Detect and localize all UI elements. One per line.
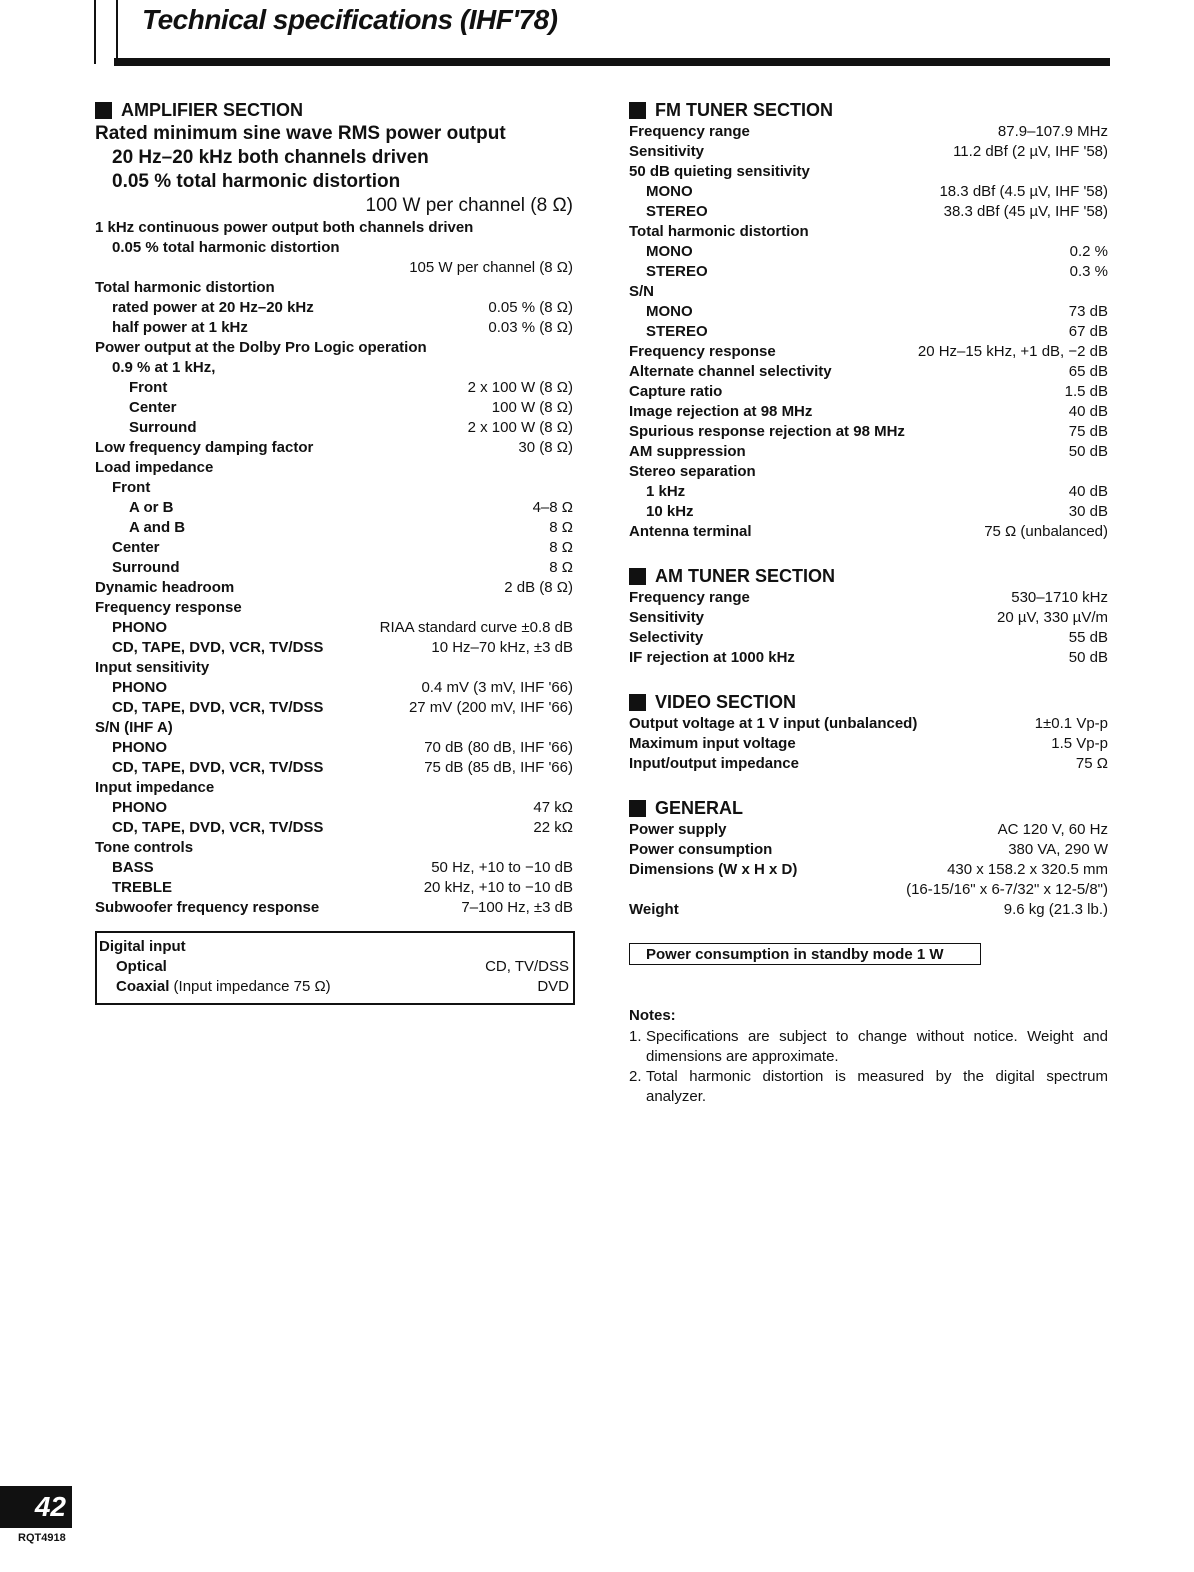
spec-value: 73 dB <box>1068 303 1108 320</box>
spec-row <box>95 438 573 458</box>
spec-value: 0.3 % <box>1069 263 1108 280</box>
spec-value: (16-15/16" x 6-7/32" x 12-5/8") <box>906 881 1108 898</box>
spec-label: AM suppression <box>629 443 746 460</box>
spec-row <box>629 522 1108 542</box>
spec-label: BASS <box>112 859 154 876</box>
spec-label: Power supply <box>629 821 727 838</box>
spec-value: 18.3 dBf (4.5 µV, IHF '58) <box>939 183 1108 200</box>
note-text: Specifications are subject to change without notice. Weight and dimensions are approximate. <box>646 1028 1108 1065</box>
spec-label: Maximum input voltage <box>629 735 796 752</box>
spec-label: S/N <box>629 283 655 300</box>
general-spec-list <box>629 820 1108 920</box>
spec-label: Stereo separation <box>629 463 756 480</box>
am-tuner-section-heading <box>629 564 1108 588</box>
spec-row <box>95 318 573 338</box>
spec-row <box>629 900 1108 920</box>
spec-row <box>629 162 1108 182</box>
notes-block <box>629 1006 1108 1107</box>
spec-row <box>629 608 1108 628</box>
amplifier-section-heading <box>95 98 573 122</box>
spec-label: Low frequency damping factor <box>95 439 314 456</box>
note-item <box>629 1027 1108 1067</box>
spec-value: 30 dB <box>1068 503 1108 520</box>
spec-row <box>95 238 573 258</box>
spec-row <box>95 378 573 398</box>
digital-coaxial-row <box>99 977 573 997</box>
spec-value: 22 kΩ <box>533 819 573 836</box>
spec-row <box>95 578 573 598</box>
spec-value: 0.03 % (8 Ω) <box>488 319 573 336</box>
spec-label: Surround <box>112 559 180 576</box>
spec-row <box>629 362 1108 382</box>
spec-value: 105 W per channel (8 Ω) <box>409 259 573 276</box>
spec-value: 50 Hz, +10 to −10 dB <box>431 859 573 876</box>
right-column <box>629 98 1108 920</box>
rated-output-sub2: 0.05 % total harmonic distortion <box>112 171 401 192</box>
video-section-heading <box>629 690 1108 714</box>
spec-value: 50 dB <box>1068 649 1108 666</box>
spec-row <box>629 502 1108 522</box>
spec-row <box>95 878 573 898</box>
coaxial-label-wrap <box>99 977 331 997</box>
spec-row <box>629 442 1108 462</box>
spec-row <box>629 714 1108 734</box>
spec-label: TREBLE <box>112 879 172 896</box>
spec-label: Surround <box>129 419 197 436</box>
spec-row <box>629 302 1108 322</box>
spec-row <box>95 338 573 358</box>
spec-row <box>95 778 573 798</box>
spec-value: 47 kΩ <box>533 799 573 816</box>
spec-value: 87.9–107.9 MHz <box>997 123 1108 140</box>
section-gap <box>629 774 1108 796</box>
spec-row <box>629 422 1108 442</box>
spec-row <box>629 754 1108 774</box>
spec-label: 10 kHz <box>646 503 694 520</box>
fm-spec-list <box>629 122 1108 542</box>
spec-value: AC 120 V, 60 Hz <box>997 821 1108 838</box>
coaxial-note: (Input impedance 75 Ω) <box>173 978 331 995</box>
left-column <box>95 98 573 918</box>
spec-value: 1±0.1 Vp-p <box>1034 715 1108 732</box>
spec-row <box>629 142 1108 162</box>
spec-row <box>95 278 573 298</box>
spec-value: 0.2 % <box>1069 243 1108 260</box>
spec-label: IF rejection at 1000 kHz <box>629 649 795 666</box>
spec-row <box>95 298 573 318</box>
coaxial-label: Coaxial <box>116 978 170 995</box>
spec-value: 9.6 kg (21.3 lb.) <box>1003 901 1108 918</box>
coaxial-value: DVD <box>537 978 569 995</box>
spec-row <box>95 798 573 818</box>
spec-label: Alternate channel selectivity <box>629 363 832 380</box>
spec-label: CD, TAPE, DVD, VCR, TV/DSS <box>112 699 324 716</box>
note-text: Total harmonic distortion is measured by the digital spectrum analyzer. <box>646 1068 1108 1105</box>
spec-row <box>629 182 1108 202</box>
spec-label: Input sensitivity <box>95 659 210 676</box>
section-bullet-icon <box>629 800 646 817</box>
section-bullet-icon <box>629 694 646 711</box>
spec-label: A and B <box>129 519 186 536</box>
spec-label: Output voltage at 1 V input (unbalanced) <box>629 715 918 732</box>
spec-label: MONO <box>646 183 693 200</box>
spec-row <box>629 342 1108 362</box>
note-item <box>629 1067 1108 1107</box>
spec-label: PHONO <box>112 799 168 816</box>
video-spec-list <box>629 714 1108 774</box>
fm-tuner-section-heading <box>629 98 1108 122</box>
spec-value: 75 Ω (unbalanced) <box>984 523 1108 540</box>
spec-row <box>95 738 573 758</box>
spec-label: Antenna terminal <box>629 523 752 540</box>
spec-label: Sensitivity <box>629 143 705 160</box>
spec-row <box>629 282 1108 302</box>
spec-row <box>95 818 573 838</box>
spec-label: Input/output impedance <box>629 755 799 772</box>
spec-value: 0.05 % (8 Ω) <box>488 299 573 316</box>
digital-input-title-row <box>99 937 573 957</box>
spec-row <box>629 402 1108 422</box>
spec-value: 2 x 100 W (8 Ω) <box>467 379 573 396</box>
rated-output-value: 100 W per channel (8 Ω) <box>365 195 573 216</box>
spec-row <box>629 880 1108 900</box>
spec-label: Frequency range <box>629 589 750 606</box>
spec-row <box>629 840 1108 860</box>
document-code: RQT4918 <box>18 1532 66 1544</box>
spec-label: CD, TAPE, DVD, VCR, TV/DSS <box>112 759 324 776</box>
spec-label: MONO <box>646 303 693 320</box>
spec-value: 1.5 dB <box>1064 383 1108 400</box>
spec-row <box>629 462 1108 482</box>
spec-value: 8 Ω <box>549 539 573 556</box>
spec-label: Center <box>112 539 160 556</box>
spec-label: PHONO <box>112 679 168 696</box>
spec-label: Front <box>129 379 168 396</box>
spec-value: 7–100 Hz, ±3 dB <box>461 899 573 916</box>
spec-label: Selectivity <box>629 629 704 646</box>
spec-row <box>95 678 573 698</box>
spec-label: Frequency response <box>629 343 776 360</box>
spec-row <box>95 398 573 418</box>
spec-row <box>95 418 573 438</box>
optical-value: CD, TV/DSS <box>485 958 569 975</box>
header-bracket <box>94 0 118 64</box>
general-section-heading <box>629 796 1108 820</box>
spec-label: CD, TAPE, DVD, VCR, TV/DSS <box>112 819 324 836</box>
spec-label: CD, TAPE, DVD, VCR, TV/DSS <box>112 639 324 656</box>
spec-label: Front <box>112 479 151 496</box>
section-gap <box>629 668 1108 690</box>
spec-row <box>629 588 1108 608</box>
spec-row <box>95 638 573 658</box>
spec-label: 1 kHz continuous power output both channels driven <box>95 219 474 236</box>
spec-label: Tone controls <box>95 839 194 856</box>
spec-value: 75 dB (85 dB, IHF '66) <box>424 759 573 776</box>
spec-row <box>629 262 1108 282</box>
spec-value: 20 Hz–15 kHz, +1 dB, −2 dB <box>917 343 1108 360</box>
notes-heading: Notes: <box>629 1007 676 1024</box>
spec-row <box>95 698 573 718</box>
spec-label: Power consumption <box>629 841 773 858</box>
section-bullet-icon <box>95 102 112 119</box>
spec-row <box>629 202 1108 222</box>
am-spec-list <box>629 588 1108 668</box>
spec-value: 20 kHz, +10 to −10 dB <box>423 879 573 896</box>
spec-value: 40 dB <box>1068 403 1108 420</box>
spec-row <box>95 758 573 778</box>
spec-value: 65 dB <box>1068 363 1108 380</box>
spec-row <box>95 218 573 238</box>
spec-value: 30 (8 Ω) <box>518 439 573 456</box>
fm-heading-text: FM TUNER SECTION <box>655 100 833 120</box>
spec-value: RIAA standard curve ±0.8 dB <box>379 619 573 636</box>
spec-value: 2 x 100 W (8 Ω) <box>467 419 573 436</box>
rated-output-sub1: 20 Hz–20 kHz both channels driven <box>112 147 429 168</box>
spec-value: 10 Hz–70 kHz, ±3 dB <box>431 639 573 656</box>
spec-row <box>629 860 1108 880</box>
spec-value: 40 dB <box>1068 483 1108 500</box>
spec-value: 2 dB (8 Ω) <box>504 579 573 596</box>
spec-label: 50 dB quieting sensitivity <box>629 163 810 180</box>
spec-label: Center <box>129 399 177 416</box>
spec-label: Frequency range <box>629 123 750 140</box>
spec-label: Image rejection at 98 MHz <box>629 403 813 420</box>
spec-value: 1.5 Vp-p <box>1051 735 1108 752</box>
spec-value: 8 Ω <box>549 559 573 576</box>
spec-value: 430 x 158.2 x 320.5 mm <box>947 861 1108 878</box>
title-rule <box>114 58 1110 66</box>
spec-value: 4–8 Ω <box>532 499 573 516</box>
section-bullet-icon <box>629 102 646 119</box>
spec-value: 27 mV (200 mV, IHF '66) <box>408 699 573 716</box>
spec-label: STEREO <box>646 323 708 340</box>
spec-label: Load impedance <box>95 459 214 476</box>
spec-row <box>629 242 1108 262</box>
spec-row <box>95 478 573 498</box>
spec-row <box>629 222 1108 242</box>
spec-row <box>629 734 1108 754</box>
spec-label: Spurious response rejection at 98 MHz <box>629 423 905 440</box>
spec-row <box>95 718 573 738</box>
spec-label: PHONO <box>112 619 168 636</box>
spec-label: Capture ratio <box>629 383 723 400</box>
digital-input-box <box>95 931 575 1005</box>
general-heading-text: GENERAL <box>655 798 744 818</box>
rated-output-title: Rated minimum sine wave RMS power output <box>95 123 506 144</box>
spec-label: Dynamic headroom <box>95 579 235 596</box>
spec-label: PHONO <box>112 739 168 756</box>
spec-label: MONO <box>646 243 693 260</box>
spec-value: 55 dB <box>1068 629 1108 646</box>
spec-label: 1 kHz <box>646 483 686 500</box>
spec-label: S/N (IHF A) <box>95 719 173 736</box>
spec-value: 8 Ω <box>549 519 573 536</box>
spec-row <box>95 258 573 278</box>
spec-row <box>95 558 573 578</box>
spec-label: Frequency response <box>95 599 242 616</box>
spec-row <box>95 898 573 918</box>
video-heading-text: VIDEO SECTION <box>655 692 797 712</box>
spec-value: 38.3 dBf (45 µV, IHF '58) <box>943 203 1108 220</box>
amplifier-heading-text: AMPLIFIER SECTION <box>121 100 304 120</box>
spec-row <box>95 618 573 638</box>
spec-row <box>629 122 1108 142</box>
spec-row <box>95 838 573 858</box>
spec-value: 11.2 dBf (2 µV, IHF '58) <box>953 143 1108 160</box>
spec-row <box>95 598 573 618</box>
spec-value: 75 Ω <box>1075 755 1108 772</box>
spec-label: Input impedance <box>95 779 215 796</box>
spec-value: 20 µV, 330 µV/m <box>997 609 1108 626</box>
spec-row <box>629 628 1108 648</box>
spec-row <box>629 820 1108 840</box>
spec-row <box>95 458 573 478</box>
spec-value: 75 dB <box>1068 423 1108 440</box>
page-number: 42 <box>0 1486 72 1528</box>
spec-row <box>95 358 573 378</box>
spec-value: 67 dB <box>1068 323 1108 340</box>
spec-row <box>629 482 1108 502</box>
spec-label: Weight <box>629 901 679 918</box>
spec-label: A or B <box>129 499 174 516</box>
note-number: 1. <box>629 1028 642 1045</box>
spec-label: Sensitivity <box>629 609 705 626</box>
spec-label: 0.9 % at 1 kHz, <box>112 359 216 376</box>
spec-label: Subwoofer frequency response <box>95 899 320 916</box>
spec-row <box>95 498 573 518</box>
spec-row <box>629 322 1108 342</box>
spec-label: STEREO <box>646 263 708 280</box>
spec-label: STEREO <box>646 203 708 220</box>
spec-value: 530–1710 kHz <box>1011 589 1108 606</box>
spec-label: Dimensions (W x H x D) <box>629 861 798 878</box>
section-gap <box>629 542 1108 564</box>
spec-row <box>95 538 573 558</box>
spec-row <box>95 658 573 678</box>
page-title: Technical specifications (IHF'78) <box>142 4 558 35</box>
spec-value: 0.4 mV (3 mV, IHF '66) <box>421 679 573 696</box>
spec-row <box>629 648 1108 668</box>
optical-label: Optical <box>116 958 167 975</box>
spec-label: Total harmonic distortion <box>95 279 275 296</box>
spec-value: 100 W (8 Ω) <box>491 399 573 416</box>
section-bullet-icon <box>629 568 646 585</box>
spec-label: rated power at 20 Hz–20 kHz <box>112 299 314 316</box>
note-number: 2. <box>629 1068 642 1085</box>
spec-row <box>95 518 573 538</box>
spec-value: 70 dB (80 dB, IHF '66) <box>424 739 573 756</box>
spec-label: Power output at the Dolby Pro Logic operation <box>95 339 427 356</box>
amplifier-spec-list <box>95 218 573 918</box>
am-heading-text: AM TUNER SECTION <box>655 566 835 586</box>
spec-label: 0.05 % total harmonic distortion <box>112 239 340 256</box>
spec-row <box>95 858 573 878</box>
spec-row <box>629 382 1108 402</box>
spec-value: 50 dB <box>1068 443 1108 460</box>
standby-power-box: Power consumption in standby mode 1 W <box>629 943 981 965</box>
spec-value: 380 VA, 290 W <box>1008 841 1108 858</box>
spec-label: half power at 1 kHz <box>112 319 248 336</box>
digital-input-title: Digital input <box>99 938 186 955</box>
digital-optical-row <box>99 957 573 977</box>
spec-label: Total harmonic distortion <box>629 223 809 240</box>
